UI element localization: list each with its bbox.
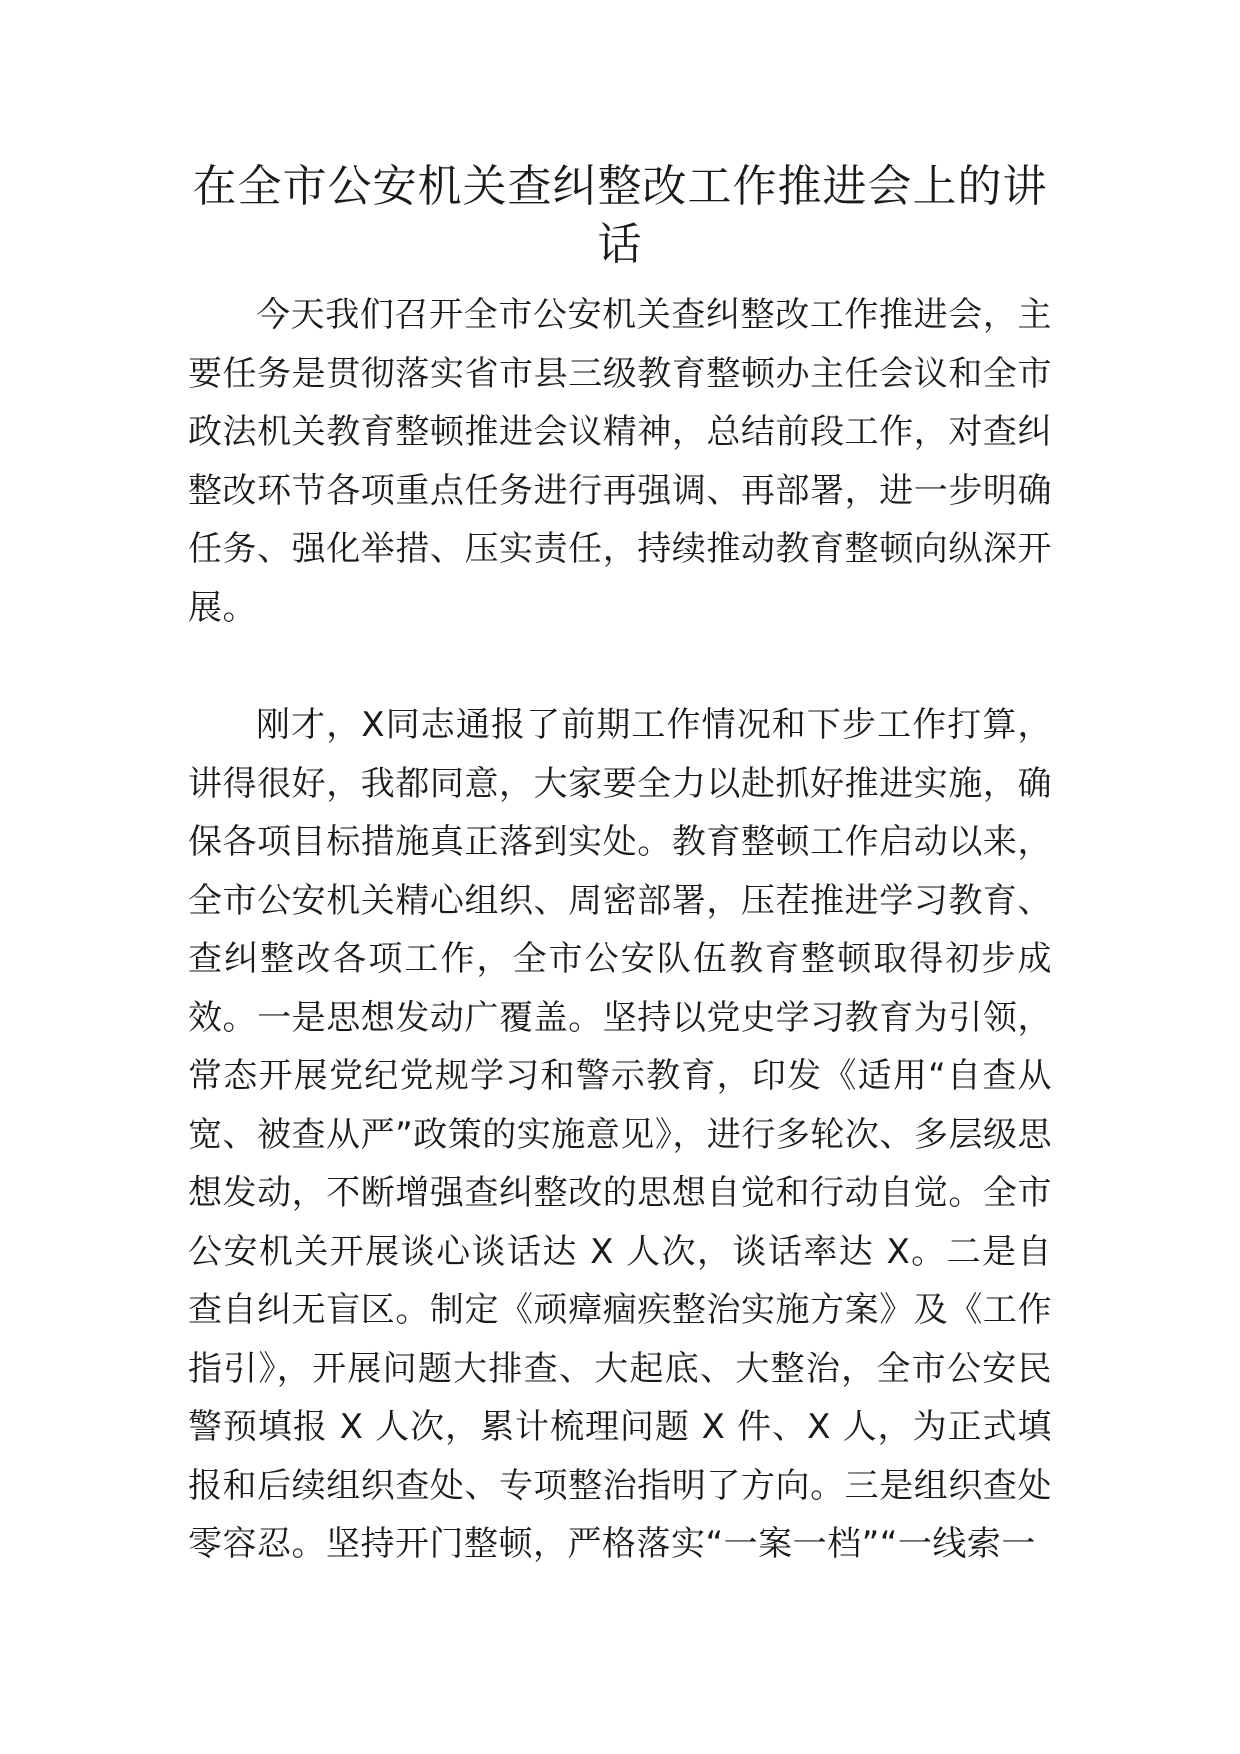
document-title: 在全市公安机关查纠整改工作推进会上的讲话 [192, 161, 1048, 270]
paragraph-opening: 今天我们召开全市公安机关查纠整改工作推进会，主要任务是贯彻落实省市县三级教育整顿办主任会议和全市政法机关教育整顿推进会议精神，总结前段工作，对查纠整改环节各项重点任务进行再强调、再部署，进一步明确任务、强化举措、压实责任，持续推动教育整顿向纵深开展。 [188, 295, 1052, 628]
paragraph-progress: 刚才，X同志通报了前期工作情况和下步工作打算，讲得很好，我都同意，大家要全力以赴抓好推进实施，确保各项目标措施真正落到实处。教育整顿工作启动以来，全市公安机关精心组织、周密部署，压茬推进学习教育、查纠整改各项工作，全市公安队伍教育整顿取得初步成效。一是思想发动广覆盖。坚持以党史学习教育为引领，常态开展党纪党规学习和警示教育，印发《适用“自查从宽、被查从严”政策的实施意见》，进行多轮次、多层级思想发动，不断增强查纠整改的思想自觉和行动自觉。全市公安机关开展谈心谈话达 X 人次，谈话率达 X。二是自查自纠无盲区。制定《顽瘴痼疾整治实施方案》及《工作指引》，开展问题大排查、大起底、大整治，全市公安民警预填报 X 人次，累计梳理问题 X 件、X 人，为正式填报和后续组织查处、专项整治指明了方向。三是组织查处零容忍。坚持开门整顿，严格落实“一案一档”“一线索一 [188, 705, 1052, 1564]
